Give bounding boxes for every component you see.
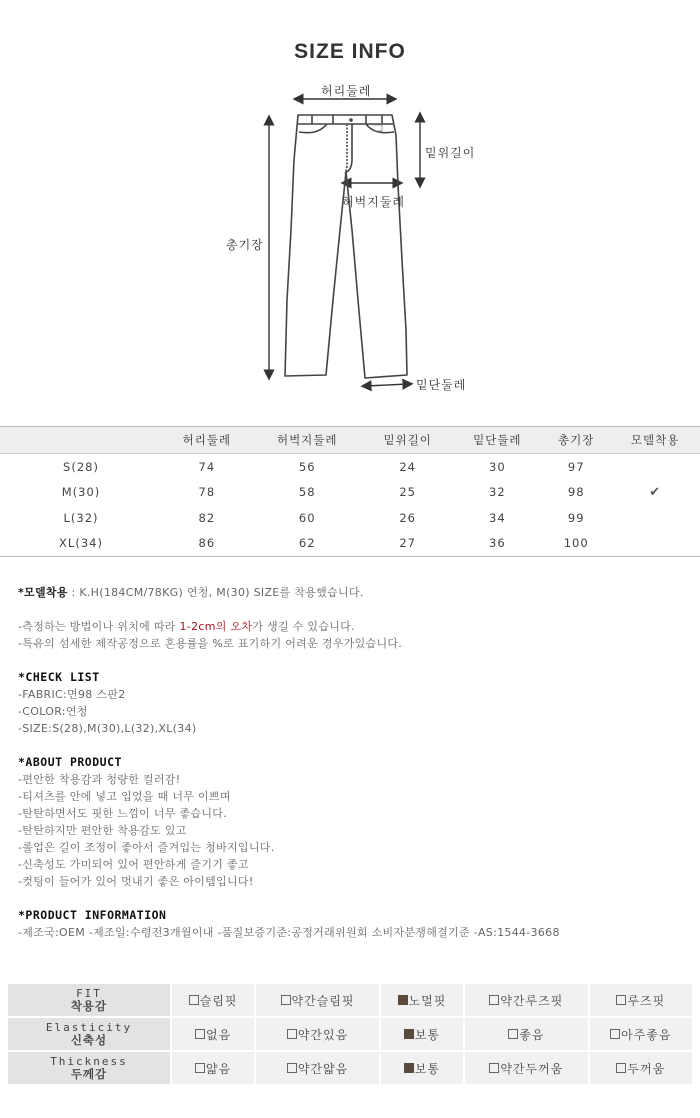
fit-option [464,1051,589,1085]
header-hem: 밑단둘레 [453,427,543,454]
model-note [18,584,688,601]
fit-option [171,1017,255,1051]
size-cell: L(32) [63,510,99,525]
fit-row-label-en: Thickness [50,1055,128,1068]
fit-option-label: 약간루즈핏 [500,993,564,1008]
about-item: -신축성도 가미되어 있어 편안하게 즐기기 좋고 [18,858,249,871]
checklist-item: -SIZE:S(28),M(30),L(32),XL(34) [18,722,197,735]
info-heading: *PRODUCT INFORMATION [18,908,167,922]
thigh-cell: 56 [298,459,316,474]
fit-row-label-ko: 신축성 [70,1033,108,1047]
fit-option [589,983,693,1017]
measure-note-pre: -측정하는 방법이나 위치에 따라 [18,620,180,633]
header-waist: 허리둘레 [162,427,252,454]
fit-option-label: 두꺼움 [627,1061,666,1076]
info-line: -제조국:OEM -제조일:수령전3개월이내 -품질보증기준:공정거래위원회 소비자분쟁해결기준 -AS:1544-3668 [18,926,560,939]
table-row [0,480,700,506]
empty-box-icon [287,1063,297,1073]
about-item: -티셔츠를 안에 넣고 입었을 때 너무 이쁘며 [18,790,231,803]
empty-box-icon [281,995,291,1005]
size-table [0,426,700,557]
header-thigh: 허벅지둘레 [252,427,363,454]
empty-box-icon [195,1029,205,1039]
hem-cell: 34 [489,510,506,525]
empty-box-icon [616,1063,626,1073]
fit-option-label: 약간슬림핏 [291,993,355,1008]
size-cell: XL(34) [0,531,162,557]
fit-row-label-ko: 두께감 [70,1067,108,1081]
checked-box-icon [398,995,408,1005]
header-model: 모델착용 [610,427,700,454]
checked-box-icon [404,1029,414,1039]
measure-note [18,618,688,635]
length-cell: 97 [567,459,585,474]
model-note-text: : K.H(184CM/78KG) 연청, M(30) SIZE를 착용했습니다. [67,586,364,599]
fit-option-label: 노멀핏 [408,993,447,1008]
rise-cell: 24 [399,459,416,474]
length-cell: 99 [567,510,585,525]
fit-option [255,1017,380,1051]
fit-row-label [7,983,171,1017]
checked-box-icon [404,1063,414,1073]
about-heading: *ABOUT PRODUCT [18,755,122,769]
fit-row-label [7,1051,171,1085]
fit-option [464,1017,589,1051]
about-item: -롤업은 길이 조정이 좋아서 즐겨입는 청바지입니다. [18,841,275,854]
hem-label: 밑단둘레 [416,378,467,392]
fit-row [7,1051,693,1085]
fit-option-label: 아주좋음 [621,1027,672,1042]
fit-option-label: 보통 [414,1061,441,1076]
empty-box-icon [610,1029,620,1039]
fit-option [380,1051,464,1085]
hem-cell: 30 [489,459,506,474]
thigh-cell: 60 [298,510,316,525]
waist-label: 허리둘레 [321,84,372,98]
fit-option [171,983,255,1017]
rise-cell: 27 [363,531,453,557]
measure-note-post: 가 생길 수 있습니다. [252,620,355,633]
fit-option [380,1017,464,1051]
check-icon: ✔ [649,484,662,500]
fit-option [589,1051,693,1085]
fit-option-label: 약간얇음 [297,1061,349,1076]
blend-note: -특유의 섬세한 제작공정으로 혼용률을 %로 표기하기 어려운 경우가있습니다. [18,637,403,650]
about-item: -편안한 착용감과 청량한 컬러감! [18,773,181,786]
fit-option-label: 루즈핏 [627,993,666,1008]
measure-note-highlight: 1-2cm의 오차 [179,620,253,633]
about-item: -컷팅이 들어가 있어 멋내기 좋은 아이템입니다! [18,875,254,888]
thigh-cell: 62 [252,531,363,557]
thigh-cell: 58 [298,485,316,500]
empty-box-icon [189,995,199,1005]
rise-cell: 25 [399,485,416,500]
empty-box-icon [508,1029,518,1039]
size-cell: S(28) [63,459,99,474]
fit-option-label: 약간있음 [297,1027,349,1042]
waist-cell: 82 [198,510,216,525]
fit-option [464,983,589,1017]
fit-option-label: 얇음 [206,1061,232,1076]
empty-box-icon [195,1063,205,1073]
fit-option-label: 없음 [206,1027,232,1042]
fit-row-label [7,1017,171,1051]
rise-cell: 26 [399,510,416,525]
empty-box-icon [287,1029,297,1039]
fit-row [7,983,693,1017]
product-notes [18,584,688,941]
empty-box-icon [489,995,499,1005]
hem-cell: 32 [489,485,506,500]
checklist-item: -FABRIC:면98 스판2 [18,688,126,701]
about-item: -탄탄하지만 편안한 착용감도 있고 [18,824,187,837]
table-row [0,454,700,480]
fit-option-label: 좋음 [519,1027,545,1042]
waist-cell: 86 [162,531,252,557]
header-length: 총기장 [542,427,610,454]
rise-label: 밑위길이 [425,146,476,160]
length-cell: 98 [567,485,585,500]
size-table-header [0,427,700,454]
length-cell: 100 [542,531,610,557]
table-row [0,531,700,557]
fit-row-label-en: Elasticity [45,1021,133,1034]
checklist-item: -COLOR:연청 [18,705,88,718]
header-size [0,427,162,454]
model-cell [610,505,700,531]
empty-box-icon [489,1063,499,1073]
fit-option-label: 보통 [414,1027,441,1042]
table-row [0,505,700,531]
fit-option [589,1017,693,1051]
fit-option-label: 약간두꺼움 [500,1061,564,1076]
model-cell [610,454,700,480]
about-item: -탄탄하면서도 핏한 느낌이 너무 좋습니다. [18,807,227,820]
waist-cell: 78 [198,485,216,500]
fit-option [255,1051,380,1085]
empty-box-icon [616,995,626,1005]
pants-diagram [0,0,700,420]
size-cell: M(30) [61,485,101,500]
thigh-label: 허벅지둘레 [342,195,405,209]
checklist-heading: *CHECK LIST [18,670,100,684]
length-label: 총기장 [226,238,264,252]
model-note-label: *모델착용 [18,586,68,599]
fit-option [171,1051,255,1085]
fit-option [255,983,380,1017]
hem-cell: 36 [453,531,543,557]
fit-row-label-ko: 착용감 [70,999,108,1013]
fit-table [6,982,694,1086]
waist-cell: 74 [198,459,216,474]
fit-option-label: 슬림핏 [199,993,238,1008]
model-cell [610,531,700,557]
page-title: SIZE INFO [294,40,406,63]
fit-option [380,983,464,1017]
fit-row [7,1017,693,1051]
fit-row-label-en: FIT [76,987,102,1000]
header-rise: 밑위길이 [363,427,453,454]
